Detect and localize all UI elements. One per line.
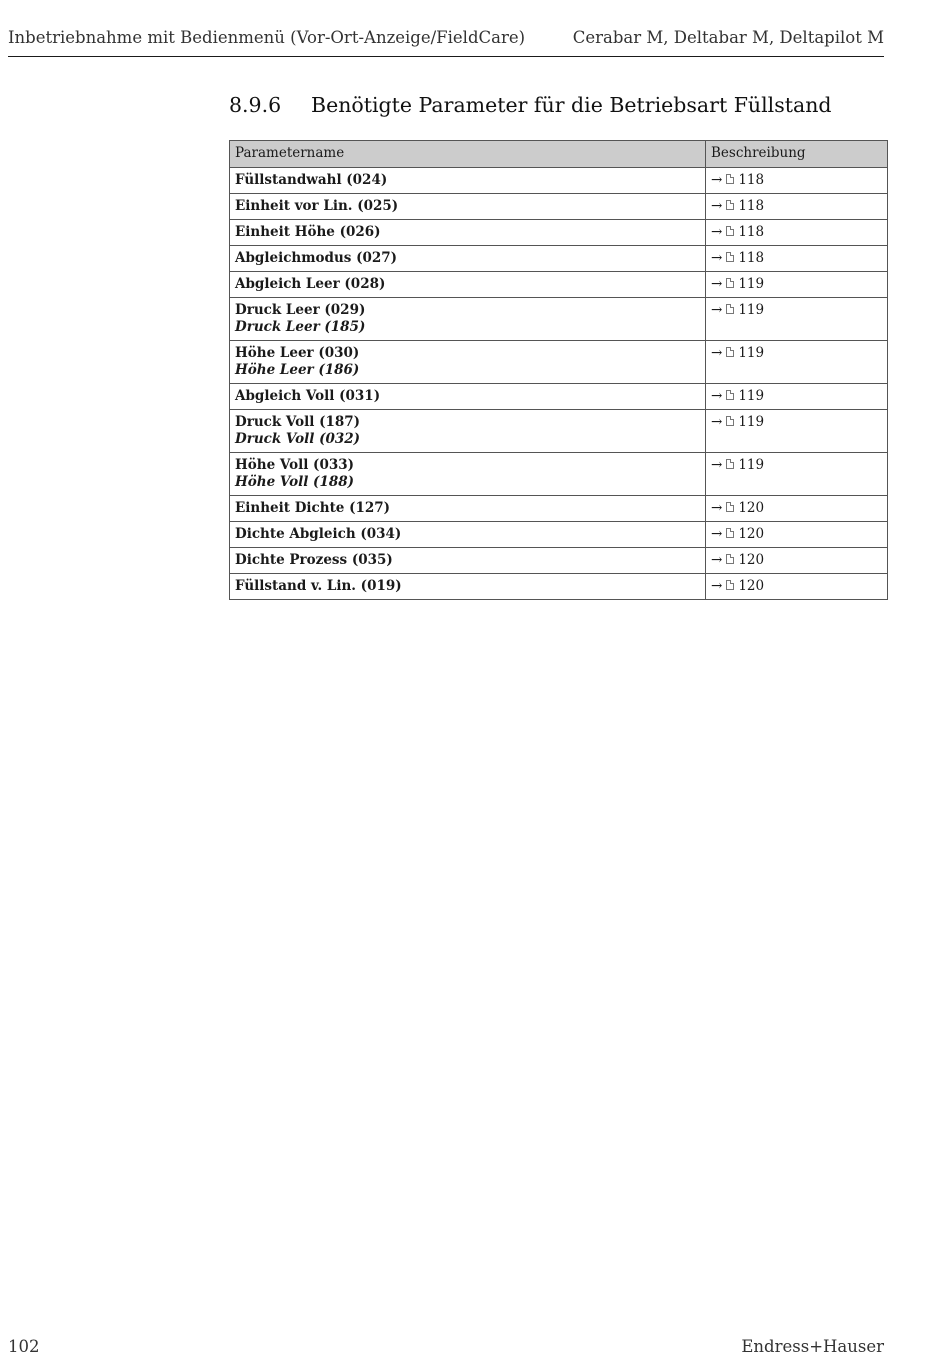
page-reference-link[interactable]: 119 bbox=[738, 302, 765, 318]
page-reference-link[interactable]: 118 bbox=[738, 172, 765, 188]
footer-brand: Endress+Hauser bbox=[741, 1337, 884, 1356]
column-header-beschreibung: Beschreibung bbox=[706, 141, 888, 168]
table-row bbox=[230, 384, 888, 410]
parameter-name-cell bbox=[230, 574, 706, 600]
description-cell bbox=[706, 574, 888, 600]
page-reference-link[interactable]: 119 bbox=[738, 414, 765, 430]
page-reference-link[interactable]: 120 bbox=[738, 500, 765, 516]
parameter-name-cell bbox=[230, 496, 706, 522]
arrow-right-icon: → bbox=[711, 250, 723, 266]
parameter-name-cell bbox=[230, 168, 706, 194]
table-body bbox=[230, 168, 888, 600]
table-row bbox=[230, 168, 888, 194]
arrow-right-icon: → bbox=[711, 172, 723, 188]
parameter-name-cell bbox=[230, 272, 706, 298]
description-cell bbox=[706, 341, 888, 384]
description-cell bbox=[706, 220, 888, 246]
page-reference-link[interactable]: 118 bbox=[738, 224, 765, 240]
description-cell bbox=[706, 168, 888, 194]
description-cell bbox=[706, 246, 888, 272]
parameter-name-cell bbox=[230, 410, 706, 453]
page-reference-icon bbox=[726, 226, 734, 236]
page-number: 102 bbox=[8, 1337, 40, 1356]
page-reference-icon bbox=[726, 554, 734, 564]
page-reference-link[interactable]: 119 bbox=[738, 345, 765, 361]
table-row bbox=[230, 272, 888, 298]
parameter-name-cell bbox=[230, 341, 706, 384]
arrow-right-icon: → bbox=[711, 500, 723, 516]
table-row bbox=[230, 410, 888, 453]
parameter-name-cell bbox=[230, 246, 706, 272]
parameter-name: Druck Leer (029) bbox=[235, 302, 366, 318]
table-row bbox=[230, 194, 888, 220]
parameter-name-cell bbox=[230, 384, 706, 410]
page-reference-icon bbox=[726, 580, 734, 590]
parameter-name: Dichte Abgleich (034) bbox=[235, 526, 402, 542]
parameter-name: Füllstand v. Lin. (019) bbox=[235, 578, 402, 594]
page-reference-icon bbox=[726, 347, 734, 357]
arrow-right-icon: → bbox=[711, 198, 723, 214]
page-reference-icon bbox=[726, 390, 734, 400]
parameter-name: Dichte Prozess (035) bbox=[235, 552, 393, 568]
arrow-right-icon: → bbox=[711, 578, 723, 594]
parameter-name: Abgleichmodus (027) bbox=[235, 250, 398, 266]
table-row bbox=[230, 453, 888, 496]
table-row bbox=[230, 522, 888, 548]
description-cell bbox=[706, 194, 888, 220]
page-reference-icon bbox=[726, 416, 734, 426]
page-reference-icon bbox=[726, 174, 734, 184]
description-cell bbox=[706, 522, 888, 548]
description-cell bbox=[706, 496, 888, 522]
page-reference-icon bbox=[726, 528, 734, 538]
arrow-right-icon: → bbox=[711, 388, 723, 404]
column-header-parametername: Parametername bbox=[230, 141, 706, 168]
arrow-right-icon: → bbox=[711, 552, 723, 568]
table-row bbox=[230, 341, 888, 384]
page-reference-link[interactable]: 120 bbox=[738, 578, 765, 594]
table-row bbox=[230, 298, 888, 341]
description-cell bbox=[706, 410, 888, 453]
table-row bbox=[230, 574, 888, 600]
parameter-name: Abgleich Leer (028) bbox=[235, 276, 386, 292]
description-cell bbox=[706, 548, 888, 574]
parameter-name: Druck Voll (187) bbox=[235, 414, 361, 430]
parameter-name: Füllstandwahl (024) bbox=[235, 172, 388, 188]
page-reference-link[interactable]: 119 bbox=[738, 388, 765, 404]
arrow-right-icon: → bbox=[711, 457, 723, 473]
header-product-names: Cerabar M, Deltabar M, Deltapilot M bbox=[572, 28, 884, 47]
page-reference-link[interactable]: 119 bbox=[738, 457, 765, 473]
page-header bbox=[8, 26, 884, 57]
page-reference-link[interactable]: 118 bbox=[738, 250, 765, 266]
table-row bbox=[230, 246, 888, 272]
arrow-right-icon: → bbox=[711, 414, 723, 430]
section-heading bbox=[229, 93, 832, 117]
arrow-right-icon: → bbox=[711, 345, 723, 361]
section-number: 8.9.6 bbox=[229, 93, 282, 117]
parameter-table bbox=[229, 140, 888, 600]
parameter-name-cell bbox=[230, 548, 706, 574]
arrow-right-icon: → bbox=[711, 276, 723, 292]
parameter-name: Einheit Dichte (127) bbox=[235, 500, 391, 516]
page-reference-icon bbox=[726, 200, 734, 210]
parameter-name: Abgleich Voll (031) bbox=[235, 388, 381, 404]
description-cell bbox=[706, 272, 888, 298]
table-row bbox=[230, 496, 888, 522]
page-reference-icon bbox=[726, 459, 734, 469]
page-reference-icon bbox=[726, 502, 734, 512]
arrow-right-icon: → bbox=[711, 526, 723, 542]
parameter-name-cell bbox=[230, 522, 706, 548]
parameter-alt-name: Höhe Leer (186) bbox=[235, 362, 360, 378]
header-chapter-title: Inbetriebnahme mit Bedienmenü (Vor-Ort-Anzeige/FieldCare) bbox=[8, 28, 526, 47]
table-header-row bbox=[230, 141, 888, 168]
parameter-alt-name: Höhe Voll (188) bbox=[235, 474, 355, 490]
parameter-name: Einheit vor Lin. (025) bbox=[235, 198, 399, 214]
page-reference-link[interactable]: 120 bbox=[738, 552, 765, 568]
parameter-name: Höhe Leer (030) bbox=[235, 345, 360, 361]
parameter-name-cell bbox=[230, 194, 706, 220]
page-reference-icon bbox=[726, 278, 734, 288]
table-row bbox=[230, 548, 888, 574]
arrow-right-icon: → bbox=[711, 302, 723, 318]
parameter-name-cell bbox=[230, 453, 706, 496]
parameter-alt-name: Druck Voll (032) bbox=[235, 431, 361, 447]
parameter-name-cell bbox=[230, 220, 706, 246]
parameter-name: Höhe Voll (033) bbox=[235, 457, 355, 473]
table-row bbox=[230, 220, 888, 246]
page-reference-link[interactable]: 119 bbox=[738, 276, 765, 292]
parameter-name-cell bbox=[230, 298, 706, 341]
page-reference-icon bbox=[726, 304, 734, 314]
description-cell bbox=[706, 453, 888, 496]
description-cell bbox=[706, 298, 888, 341]
parameter-name: Einheit Höhe (026) bbox=[235, 224, 381, 240]
section-title: Benötigte Parameter für die Betriebsart Füllstand bbox=[311, 93, 832, 117]
parameter-alt-name: Druck Leer (185) bbox=[235, 319, 366, 335]
page-reference-icon bbox=[726, 252, 734, 262]
page-reference-link[interactable]: 120 bbox=[738, 526, 765, 542]
arrow-right-icon: → bbox=[711, 224, 723, 240]
description-cell bbox=[706, 384, 888, 410]
page-reference-link[interactable]: 118 bbox=[738, 198, 765, 214]
